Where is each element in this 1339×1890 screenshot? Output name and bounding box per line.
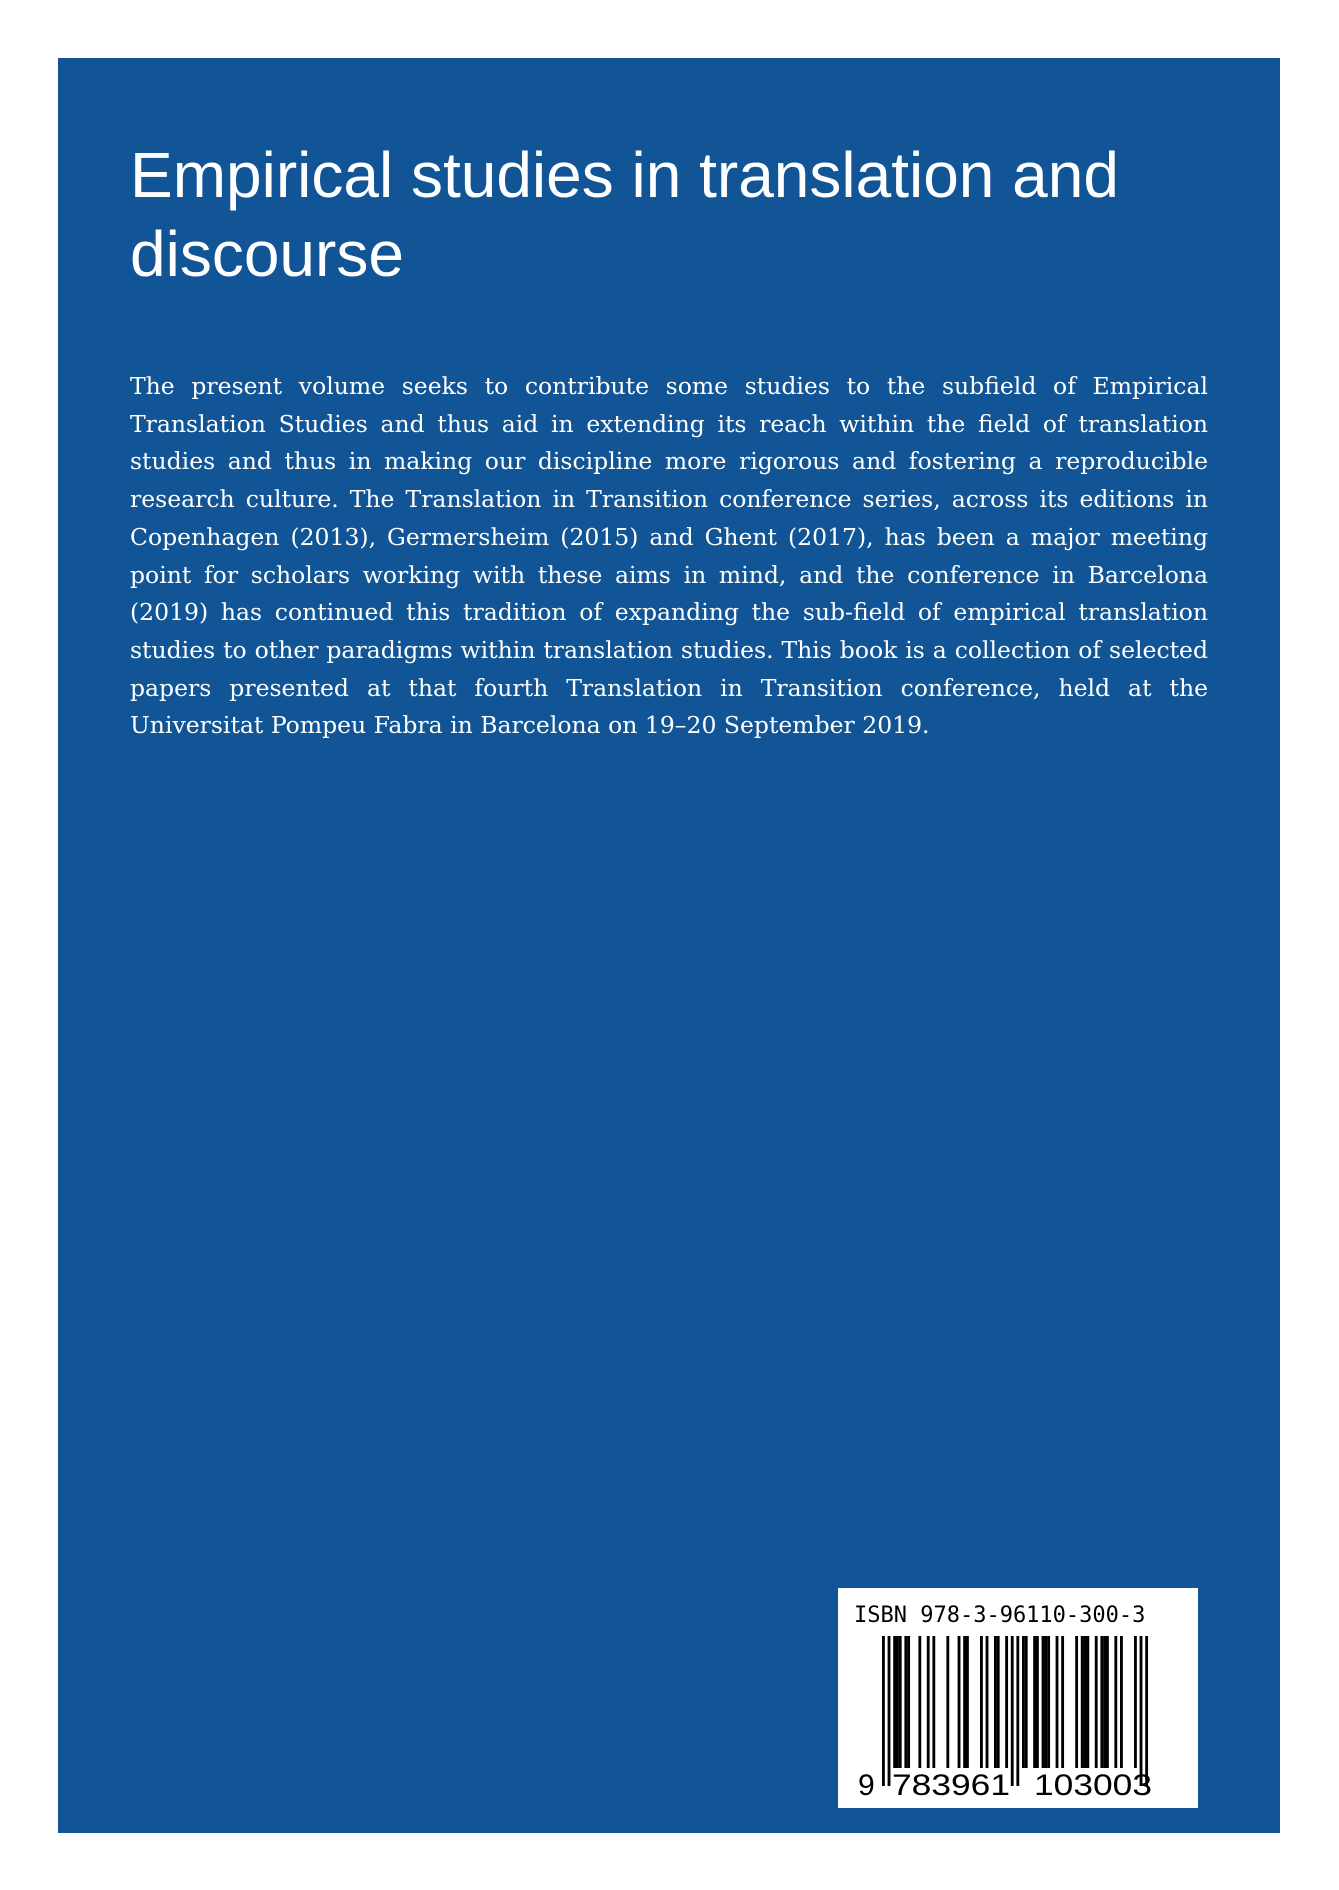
barcode-bar	[893, 1636, 896, 1768]
barcode-bar	[1044, 1636, 1047, 1768]
barcode-bar	[958, 1636, 961, 1768]
book-title: Empirical studies in translation and discourse	[130, 139, 1119, 290]
barcode-bar	[1103, 1636, 1106, 1768]
barcode-bar	[1047, 1636, 1050, 1768]
barcode-bar	[1100, 1636, 1103, 1768]
isbn-barcode	[838, 1588, 1198, 1808]
barcode-bar	[994, 1636, 997, 1768]
barcode-bar	[966, 1636, 969, 1768]
barcode-bar	[1145, 1636, 1148, 1786]
barcode-bar-group	[882, 1636, 1148, 1786]
barcode-bar	[997, 1636, 1000, 1768]
barcode-bar	[1134, 1636, 1137, 1768]
barcode-bar	[1081, 1636, 1084, 1768]
barcode-bar	[1120, 1636, 1123, 1768]
barcode-bar	[1086, 1636, 1089, 1768]
barcode-bar	[882, 1636, 885, 1786]
barcode-bar	[907, 1636, 910, 1768]
barcode-bar	[1022, 1636, 1025, 1768]
barcode-bar	[932, 1636, 935, 1768]
barcode-bar	[1114, 1636, 1117, 1768]
barcode-bar	[904, 1636, 907, 1768]
barcode-bar	[1075, 1636, 1078, 1768]
barcode-bar	[980, 1636, 983, 1768]
barcode-bar	[888, 1636, 891, 1786]
barcode-bar	[1042, 1636, 1045, 1768]
barcode-first-digit: 9	[858, 1769, 875, 1802]
barcode-bar	[986, 1636, 989, 1768]
barcode-bar	[1106, 1636, 1109, 1768]
barcode-bar	[963, 1636, 966, 1768]
barcode-bar	[1061, 1636, 1064, 1768]
barcode-left-digits: 783961	[892, 1769, 1010, 1802]
barcode-bar	[1033, 1636, 1036, 1768]
barcode-bar	[1140, 1636, 1143, 1786]
barcode-bar	[1005, 1636, 1008, 1768]
barcode-bar	[918, 1636, 921, 1768]
barcode-bar	[1084, 1636, 1087, 1768]
back-cover	[58, 58, 1280, 1833]
barcode-bar	[1056, 1636, 1059, 1768]
barcode-bar	[946, 1636, 949, 1768]
barcode-bar	[896, 1636, 899, 1768]
barcode-bar	[1095, 1636, 1098, 1768]
barcode-bar	[899, 1636, 902, 1768]
barcode-bar	[1036, 1636, 1039, 1768]
barcode-right-digits: 103003	[1034, 1769, 1152, 1802]
barcode-bar	[1011, 1636, 1014, 1786]
barcode-bars	[838, 1588, 1198, 1808]
barcode-bar	[1025, 1636, 1028, 1768]
barcode-bar	[1016, 1636, 1019, 1786]
isbn-label: ISBN 978-3-96110-300-3	[854, 1603, 1146, 1628]
book-description: The present volume seeks to contribute some studies to the subfield of Empirical Translation Studies and thus aid in extending its reach within the field of translation studies and thus in making our discipline more rigorous and fostering a reproducible research culture. The Translation in Transition conference series, across its editions in Copenhagen (2013), Germersheim (2015) and Ghent (2017), has been a major meeting point for scholars working with these aims in mind, and the conference in Barcelona (2019) has continued this tradition of expanding the sub-field of empirical translation studies to other paradigms within translation studies. This book is a collection of selected papers presented at that fourth Translation in Transition conference, held at the Universitat Pompeu Fabra in Barcelona on 19–20 September 2019.	[130, 372, 1208, 740]
barcode-bar	[927, 1636, 930, 1768]
